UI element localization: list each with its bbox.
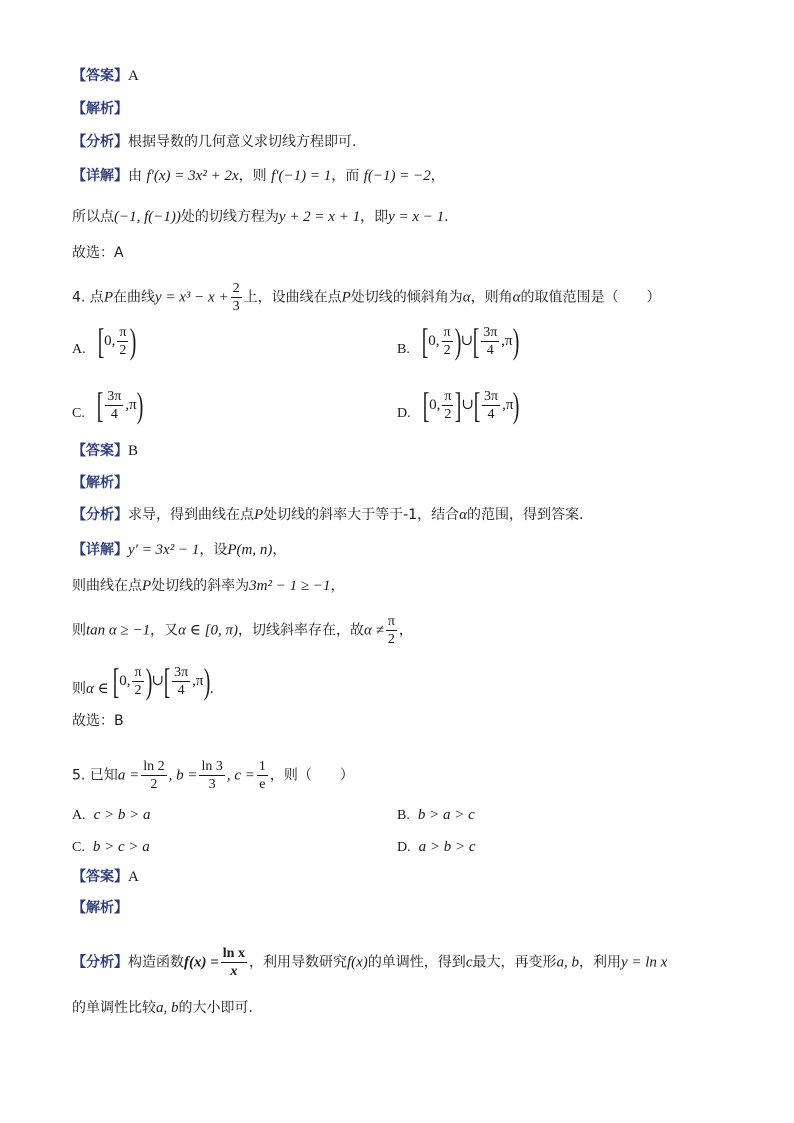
analysis-tag: 【解析】	[72, 475, 128, 491]
math-expr: (−1, f(−1))	[114, 209, 181, 225]
stem-text: 上，设曲线在点	[243, 289, 342, 306]
fenxi-text: 构造函数	[128, 954, 184, 971]
option-text: c > b > a	[93, 807, 151, 823]
detail-text: ，则	[238, 168, 267, 184]
math-interval: [ 0, $\frac{\pi}{2}$ ) ∪ [ $\frac{3\pi}{4}$ ,π )	[421, 321, 519, 361]
detail-text: ，	[330, 578, 345, 594]
q5-option-d	[397, 837, 476, 858]
option-label: A.	[72, 342, 86, 357]
analysis-tag: 【解析】	[72, 900, 128, 916]
q3-detail-line	[72, 166, 445, 186]
detail-text: ，	[398, 622, 413, 639]
stem-text: ，则（ ）	[269, 767, 354, 784]
q4-option-c	[72, 387, 143, 424]
option-label: C.	[72, 840, 85, 855]
detail-text: .	[444, 209, 449, 225]
fenxi-text: ，利用	[578, 954, 621, 971]
fenxi-text: 的范围，得到答案.	[467, 507, 584, 523]
fenxi-tag: 【分析】	[72, 134, 128, 150]
answer-tag: 【答案】	[72, 68, 128, 84]
detail-text: ，设	[199, 542, 228, 558]
detail-text: ，而	[331, 168, 360, 184]
math-expr: α	[459, 507, 468, 523]
q3-analysis-line	[72, 99, 128, 119]
choose-text: 故选：B	[72, 713, 124, 729]
detail-text: 由	[128, 168, 142, 184]
option-label: A.	[72, 808, 86, 823]
stem-text: 处切线的倾斜角为	[350, 289, 463, 306]
stem-text: 的取值范围是（ ）	[520, 289, 661, 306]
detail-text: ，又	[150, 622, 179, 639]
q4-detail-line-2	[72, 576, 344, 596]
math-expr: a, b	[556, 954, 579, 971]
xiangjie-tag: 【详解】	[72, 542, 128, 558]
math-expr: , b =	[168, 767, 198, 784]
answer-value: B	[128, 443, 139, 459]
fenxi-text: 最大，再变形	[472, 954, 557, 971]
fenxi-text: 求导，得到曲线在点	[128, 507, 254, 523]
math-expr: α ≠	[363, 622, 384, 639]
q4-analysis-line	[72, 473, 128, 493]
q3-answer-line	[72, 66, 139, 86]
stem-text: 5. 已知	[72, 767, 118, 784]
math-expr: y = x − 1	[388, 209, 445, 225]
detail-text: ，即	[360, 209, 389, 225]
detail-text: ，切线斜率存在，故	[237, 622, 364, 639]
q3-choose-line	[72, 243, 124, 263]
math-expr: a, b	[156, 1000, 179, 1016]
math-interval: [ 0, $\frac{\pi}{2}$ )	[97, 321, 137, 361]
q5-answer-line	[72, 867, 139, 887]
stem-text: 在曲线	[112, 289, 155, 306]
math-expr: α	[512, 289, 521, 306]
math-expr: f′(x) = 3x² + 2x	[146, 168, 239, 184]
math-fraction: $\frac{\text{ln x}}{x}$	[222, 946, 245, 979]
option-text: b > a > c	[417, 807, 475, 823]
q5-fenxi-line-2	[72, 998, 253, 1018]
math-fraction: $\frac{\ln 2}{2}$	[143, 759, 165, 792]
fenxi-tag: 【分析】	[72, 954, 128, 971]
math-interval: [ 0, $\frac{\pi}{2}$ ) ∪ [ $\frac{3\pi}{4}$ ,π )	[112, 661, 210, 701]
detail-text: 则	[72, 622, 86, 639]
option-label: B.	[397, 808, 410, 823]
math-expr: y + 2 = x + 1	[278, 209, 361, 225]
math-expr: 3m² − 1 ≥ −1	[249, 578, 331, 594]
detail-text: .	[209, 681, 214, 697]
answer-value: A	[128, 869, 139, 885]
math-expr: f′(−1) = 1	[271, 168, 332, 184]
q4-fenxi-line	[72, 505, 583, 525]
math-expr: P	[142, 578, 152, 594]
fenxi-text: 的单调性，得到	[367, 954, 466, 971]
math-fraction: $\frac{\ln 3}{3}$	[201, 759, 223, 792]
math-fraction: $\frac{\pi}{2}$	[387, 614, 395, 647]
q3-fenxi-line	[72, 132, 356, 152]
option-label: B.	[397, 342, 410, 357]
q4-detail-line	[72, 540, 286, 560]
math-expr: α	[462, 289, 471, 306]
option-label: D.	[397, 840, 411, 855]
detail-text: 则曲线在点	[72, 578, 142, 594]
q5-option-a	[72, 805, 151, 826]
detail-text: 所以点	[72, 209, 114, 225]
math-expr: α ∈ [0, π)	[178, 622, 238, 639]
option-label: C.	[72, 406, 85, 421]
q4-answer-line	[72, 441, 138, 461]
fenxi-text: 的单调性比较	[72, 1000, 156, 1016]
q4-detail-line-4	[72, 663, 214, 699]
math-expr: P	[103, 289, 113, 306]
math-expr: P	[254, 507, 264, 523]
stem-text: ，则角	[470, 289, 513, 306]
math-expr: f(−1) = −2	[363, 168, 431, 184]
analysis-tag: 【解析】	[72, 101, 128, 117]
math-expr: α ∈	[86, 681, 109, 697]
math-expr: c	[465, 954, 473, 971]
math-expr: y′ = 3x² − 1	[128, 542, 200, 558]
q5-stem	[72, 758, 354, 793]
q5-analysis-line	[72, 898, 128, 918]
option-text: a > b > c	[418, 839, 476, 855]
math-expr: P	[341, 289, 351, 306]
option-label: D.	[397, 406, 411, 421]
math-expr: a =	[117, 767, 140, 784]
fenxi-text: 的大小即可.	[178, 1000, 253, 1016]
math-interval: [ $\frac{3\pi}{4}$ ,π )	[96, 385, 144, 425]
fenxi-tag: 【分析】	[72, 507, 128, 523]
option-text: b > c > a	[92, 839, 150, 855]
math-expr: f(x) =	[184, 954, 219, 971]
q4-choose-line	[72, 711, 124, 731]
q5-fenxi-line	[72, 945, 667, 980]
math-interval: [ 0, $\frac{\pi}{2}$ ] ∪ [ $\frac{3\pi}{4}$ ,π )	[422, 385, 520, 425]
fenxi-text: 处切线的斜率大于等于-1，结合	[263, 507, 460, 523]
detail-text: ，	[430, 168, 445, 184]
math-fraction: $\frac{1}{e}$	[258, 759, 266, 792]
q5-option-c	[72, 837, 150, 858]
q4-detail-line-3	[72, 613, 413, 648]
q4-option-d	[397, 387, 519, 424]
q5-option-b	[397, 805, 475, 826]
detail-text: 则	[72, 681, 86, 697]
math-expr: f(x)	[346, 954, 368, 971]
fenxi-text: 根据导数的几何意义求切线方程即可.	[128, 134, 357, 150]
math-expr: P(m, n)	[227, 542, 273, 558]
detail-text: 处的切线方程为	[180, 209, 279, 225]
q4-option-a	[72, 323, 136, 360]
math-expr: tan α ≥ −1	[86, 622, 151, 639]
q4-option-b	[397, 323, 519, 360]
stem-text: 4. 点	[72, 289, 104, 306]
answer-tag: 【答案】	[72, 443, 128, 459]
xiangjie-tag: 【详解】	[72, 168, 128, 184]
detail-text: ，	[272, 542, 287, 558]
math-expr: y = x³ − x +	[154, 289, 229, 306]
math-expr: , c =	[226, 767, 255, 784]
choose-text: 故选：A	[72, 245, 124, 261]
answer-tag: 【答案】	[72, 869, 128, 885]
math-expr: y = ln x	[620, 954, 668, 971]
detail-text: 处切线的斜率为	[151, 578, 250, 594]
q3-detail-line-2	[72, 207, 449, 227]
math-fraction: $\frac{2}{3}$	[232, 281, 240, 314]
answer-value: A	[128, 68, 139, 84]
fenxi-text: ，利用导数研究	[248, 954, 347, 971]
q4-stem	[72, 280, 661, 315]
